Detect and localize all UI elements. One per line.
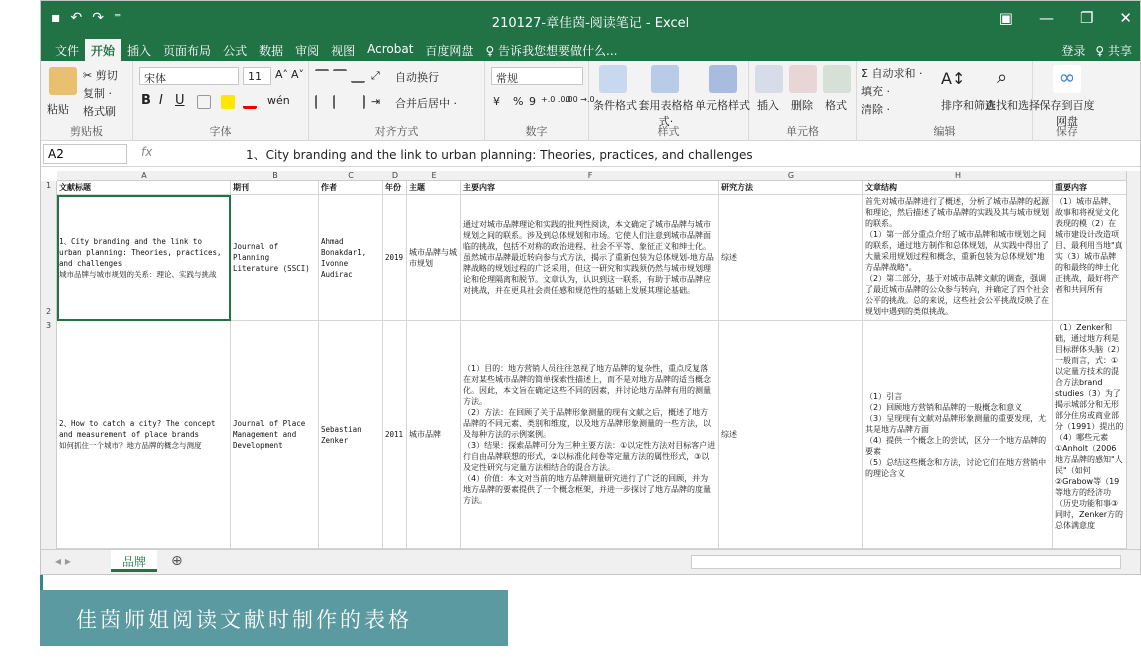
cell-g2[interactable]: 综述 [719,195,863,321]
col-header-c[interactable]: C [319,171,383,181]
cell-i3[interactable]: （1）Zenker和础，通过地方利是目标群体头脑（2）一般而言，式：①以定量方技术的混合方法brand studies（3）为了揭示城部分和无形部分住房或商业部分（1991）提出的（4）哪些元素①Anholt（2006地方品牌的感知"人民"（如何②Grabow等（19等地方的经济功（历史功能和事③同时，Zenker方的总体满意度 [1053,321,1127,549]
insert-cells-button[interactable]: 插入 [757,99,779,112]
cell-a3[interactable]: 2、How to catch a city? The concept and measurement of place brands 如何抓住一个城市？地方品牌的概念与测度 [57,321,231,549]
format-table-button[interactable]: 套用表格格式· [638,99,694,128]
cell-c2[interactable]: Ahmad Bonakdar1, Ivonne Audirac [319,195,383,321]
italic-button[interactable]: I [159,93,163,108]
vertical-scrollbar[interactable] [1126,171,1140,549]
autosum-button[interactable]: Σ 自动求和 · [861,67,923,80]
sheet-tab-bar [41,549,1140,575]
group-label: 数字 [525,125,548,138]
restore-icon[interactable]: ❐ [1079,9,1094,27]
fx-icon[interactable]: fx [141,145,153,159]
paste-button[interactable]: 粘贴 [47,103,69,116]
share-button[interactable]: ♀ 共享 [1095,44,1132,58]
tab-insert[interactable]: 插入 [127,44,152,58]
title-bar [41,1,1140,39]
border-icon[interactable] [197,95,211,109]
wrap-text-button[interactable]: 自动换行 [395,71,439,84]
align-left-icon[interactable] [315,95,329,109]
tab-home[interactable]: 开始 [85,39,121,62]
underline-button[interactable]: U [175,93,185,108]
customize-icon[interactable]: ⁼ [113,10,122,26]
currency-icon[interactable]: ¥ [493,95,500,108]
row-header-1[interactable]: 1 [41,181,57,195]
window-title: 210127-章佳茵-阅读笔记 - Excel [491,16,690,31]
percent-button[interactable]: % [513,95,524,108]
indent-icon[interactable]: ⇥ [371,95,381,108]
header-author[interactable]: 作者 [319,181,383,195]
cell-g3[interactable]: 综述 [719,321,863,549]
format-cells-icon[interactable] [823,65,851,93]
group-label: 剪贴板 [70,125,103,138]
number-format-select[interactable]: 常规 [491,67,583,85]
font-size-select[interactable]: 11 [243,67,271,85]
cell-f3[interactable]: （1）目的：地方营销人员往往忽视了地方品牌的复杂性，重点反复落在对某些城市品牌的简单探索性描述上，而不是对地方品牌的适当概念化。因此，本文旨在确定这些不同的因素，并讨论地方品牌有用的测量方法。 （2）方法：在回顾了关于品牌形象测量的现有文献之后，概述了地方品牌的不同元素、类别和维度，以及地方品牌形象测量的一些方法，以及每种方法的示例案例。 （3）结果：探索品牌可分为三种主要方法：①以定性方法对目标客户进行自由品牌联想的形式，②以标准化问卷等定量方法的属性形式，③以及定性研究与定量方法相结合的混合方法。 （4）价值：本文对当前的地方品牌测量研究进行了广泛的回顾，并为地方品牌的要素提供了一个概念框架，并进一步探讨了地方品牌的度量方法。 [461,321,719,549]
cell-styles-icon[interactable] [709,65,737,93]
col-header-h[interactable]: H [863,171,1053,181]
align-center-icon[interactable] [333,95,347,109]
header-structure[interactable]: 文章结构 [863,181,1053,195]
group-font [133,61,309,141]
font-color-icon[interactable] [243,95,257,109]
format-cells-button[interactable]: 格式 [825,99,847,112]
increase-decimal-button[interactable]: +.0 .00 [541,95,571,104]
col-header-i[interactable] [1053,171,1127,181]
tab-data[interactable]: 数据 [259,44,284,58]
delete-cells-button[interactable]: 删除 [791,99,813,112]
name-box[interactable]: A2 [43,144,127,164]
paste-icon[interactable] [49,67,77,95]
cut-button[interactable]: ✂ 剪切 [83,69,118,82]
group-styles [589,61,749,141]
excel-window [40,0,1141,575]
sheet-tab-brand[interactable]: 品牌 [111,550,157,572]
shrink-font-button[interactable]: A˅ [291,68,305,81]
tell-me-search[interactable]: ♀ 告诉我您想要做什么... [485,44,618,58]
header-year[interactable]: 年份 [383,181,407,195]
bold-button[interactable]: B [141,93,151,108]
group-cells [749,61,857,141]
ribbon-tabs [41,39,1140,61]
phonetic-button[interactable]: wén [267,94,290,107]
cell-b3[interactable]: Journal of Place Management and Development [231,321,319,549]
group-save [1033,61,1101,141]
save-icon[interactable]: ▪ [51,10,61,26]
horizontal-scrollbar[interactable] [691,555,1121,569]
minimize-icon[interactable]: — [1038,9,1054,27]
align-middle-icon[interactable] [333,69,347,83]
scroll-left-icon[interactable]: ◂ ▸ [55,554,71,568]
row-header-3[interactable]: 3 [41,321,57,549]
header-title[interactable]: 文献标题 [57,181,231,195]
save-to-baidu-button[interactable]: 保存到百度网盘 [1039,99,1095,128]
undo-icon[interactable]: ↶ [70,10,83,26]
login-button[interactable]: 登录 [1061,44,1086,58]
col-header-b[interactable]: B [231,171,319,181]
col-header-d[interactable]: D [383,171,407,181]
group-label: 编辑 [933,125,956,138]
align-bottom-icon[interactable] [351,69,365,83]
decrease-decimal-button[interactable]: .00 →.0 [565,95,595,104]
header-topic[interactable]: 主题 [407,181,461,195]
cell-styles-button[interactable]: 单元格样式 [695,99,750,112]
formula-bar [41,141,1140,167]
cell-b2[interactable]: Journal of Planning Literature (SSCI) [231,195,319,321]
add-sheet-icon[interactable]: ⊕ [171,553,183,569]
group-clipboard [41,61,133,141]
col-header-f[interactable]: F [461,171,719,181]
cell-c3[interactable]: Sebastian Zenker [319,321,383,549]
cell-f2[interactable]: 通过对城市品牌理论和实践的批判性阅读，本文确定了城市品牌与城市规划之间的联系。涉及到总体规划和市场。它使人们注意到城市品牌面临的挑战，包括不对称的政治进程、社会不平等、象征正义和绅士化。虽然城市品牌最近转向参与式方法，揭示了重新包装为总体规划-地方品牌战略的规划过程的广泛采用，但这一研究和实践须仍然与城市规划理论和伦理隔离和脱节。文章认为，认识到这一联系，有助于城市品牌应对挑战，并在更具社会责任感和规范性的基础上发展其理论基础。 [461,195,719,321]
format-table-icon[interactable] [651,65,679,93]
sort-filter-icon[interactable]: A↕ [941,69,966,88]
redo-icon[interactable]: ↷ [92,10,104,26]
group-alignment [309,61,485,141]
copy-button[interactable]: 复制 · [83,87,112,100]
header-method[interactable]: 研究方法 [719,181,863,195]
tab-baidu[interactable]: 百度网盘 [425,44,474,58]
orientation-icon[interactable]: ⤢ [371,69,380,82]
ribbon-display-icon[interactable]: ▣ [998,9,1013,27]
sheet-grid [41,171,1140,549]
tab-view[interactable]: 视图 [331,44,356,58]
tab-formulas[interactable]: 公式 [223,44,248,58]
cell-h3[interactable]: （1）引言 （2）回顾地方营销和品牌的一般概念和意义 （3）呈现现有文献对品牌形象测量的重要发现，尤其是地方品牌方面 （4）提供一个概念上的尝试，区分一个地方品牌的要素 （5）总结这些概念和方法，讨论它们在地方营销中的理论含义 [863,321,1053,549]
cell-d2[interactable]: 2019 [383,195,407,321]
cell-d3[interactable]: 2011 [383,321,407,549]
conditional-format-icon[interactable] [599,65,627,93]
cell-e3[interactable]: 城市品牌 [407,321,461,549]
header-content[interactable]: 主要内容 [461,181,719,195]
row-header-2[interactable]: 2 [41,195,57,321]
tab-file[interactable]: 文件 [55,44,80,58]
fill-button[interactable]: 填充 · [861,85,890,98]
insert-cells-icon[interactable] [755,65,783,93]
find-select-button[interactable]: 查找和选择 [985,99,1040,112]
group-label: 字体 [209,125,232,138]
tab-acrobat[interactable]: Acrobat [367,42,414,56]
align-top-icon[interactable] [315,69,329,83]
cell-a2[interactable]: 1、City branding and the link to urban planning: Theories, practices, and challenges 城市品牌与城市规划的关系：理论、实践与挑战 [57,195,231,321]
group-number [485,61,595,141]
group-label: 单元格 [786,125,819,138]
conditional-format-button[interactable]: 条件格式 [593,99,637,112]
tab-page-layout[interactable]: 页面布局 [163,44,212,58]
header-important[interactable]: 重要内容 [1053,181,1127,195]
col-header-g[interactable]: G [719,171,863,181]
delete-cells-icon[interactable] [789,65,817,93]
close-icon[interactable]: ✕ [1119,9,1132,27]
ribbon [41,61,1140,141]
grow-font-button[interactable]: A˄ [275,68,289,81]
formula-input[interactable]: 1、City branding and the link to urban planning: Theories, practices, and challenges [246,148,753,162]
merge-center-button[interactable]: 合并后居中 · [395,97,457,110]
col-header-e[interactable]: E [407,171,461,181]
header-journal[interactable]: 期刊 [231,181,319,195]
align-right-icon[interactable] [351,95,365,109]
find-icon[interactable]: ⌕ [997,67,1008,88]
cell-e2[interactable]: 城市品牌与城市规划 [407,195,461,321]
group-label: 对齐方式 [374,125,419,138]
format-painter-button[interactable]: 格式刷 [83,105,116,118]
caption: 佳茵师姐阅读文献时制作的表格 [40,590,508,646]
fill-color-icon[interactable] [221,95,235,109]
clear-button[interactable]: 清除 · [861,103,890,116]
tab-review[interactable]: 审阅 [295,44,320,58]
baidu-cloud-icon[interactable]: ∞ [1053,65,1081,93]
sort-filter-button[interactable]: 排序和筛选 [941,99,996,112]
font-name-select[interactable]: 宋体 [139,67,239,85]
group-label: 保存 [1056,125,1078,138]
group-label: 样式 [657,125,680,138]
col-header-a[interactable]: A [57,171,231,181]
comma-button[interactable]: 9 [529,95,536,108]
cell-h2[interactable]: 首先对城市品牌进行了概述，分析了城市品牌的起源和理论，然后描述了城市品牌的实践及其与城市规划的联系。 （1）第一部分重点介绍了城市品牌和城市规划之间的联系，通过地方制作和总体规划，从实践中得出了大量采用规划过程和概念，重新包装为总体规划"地方品牌战略"。 （2）第二部分，基于对城市品牌文献的调查，强调了最近城市品牌的公众参与转向，并确定了四个社会公平的挑战。总的来说，这些社会公平挑战反映了在规划中遇到的类似挑战。 [863,195,1053,321]
group-editing [857,61,1040,141]
cell-i2[interactable]: （1）城市品牌、故事和将视觉文化表现的模（2）在城市建设计改造项目、最利用当地"真实（3）城市品牌的和最终的绅士化正挑战，最好将产者和共同所有 [1053,195,1127,321]
